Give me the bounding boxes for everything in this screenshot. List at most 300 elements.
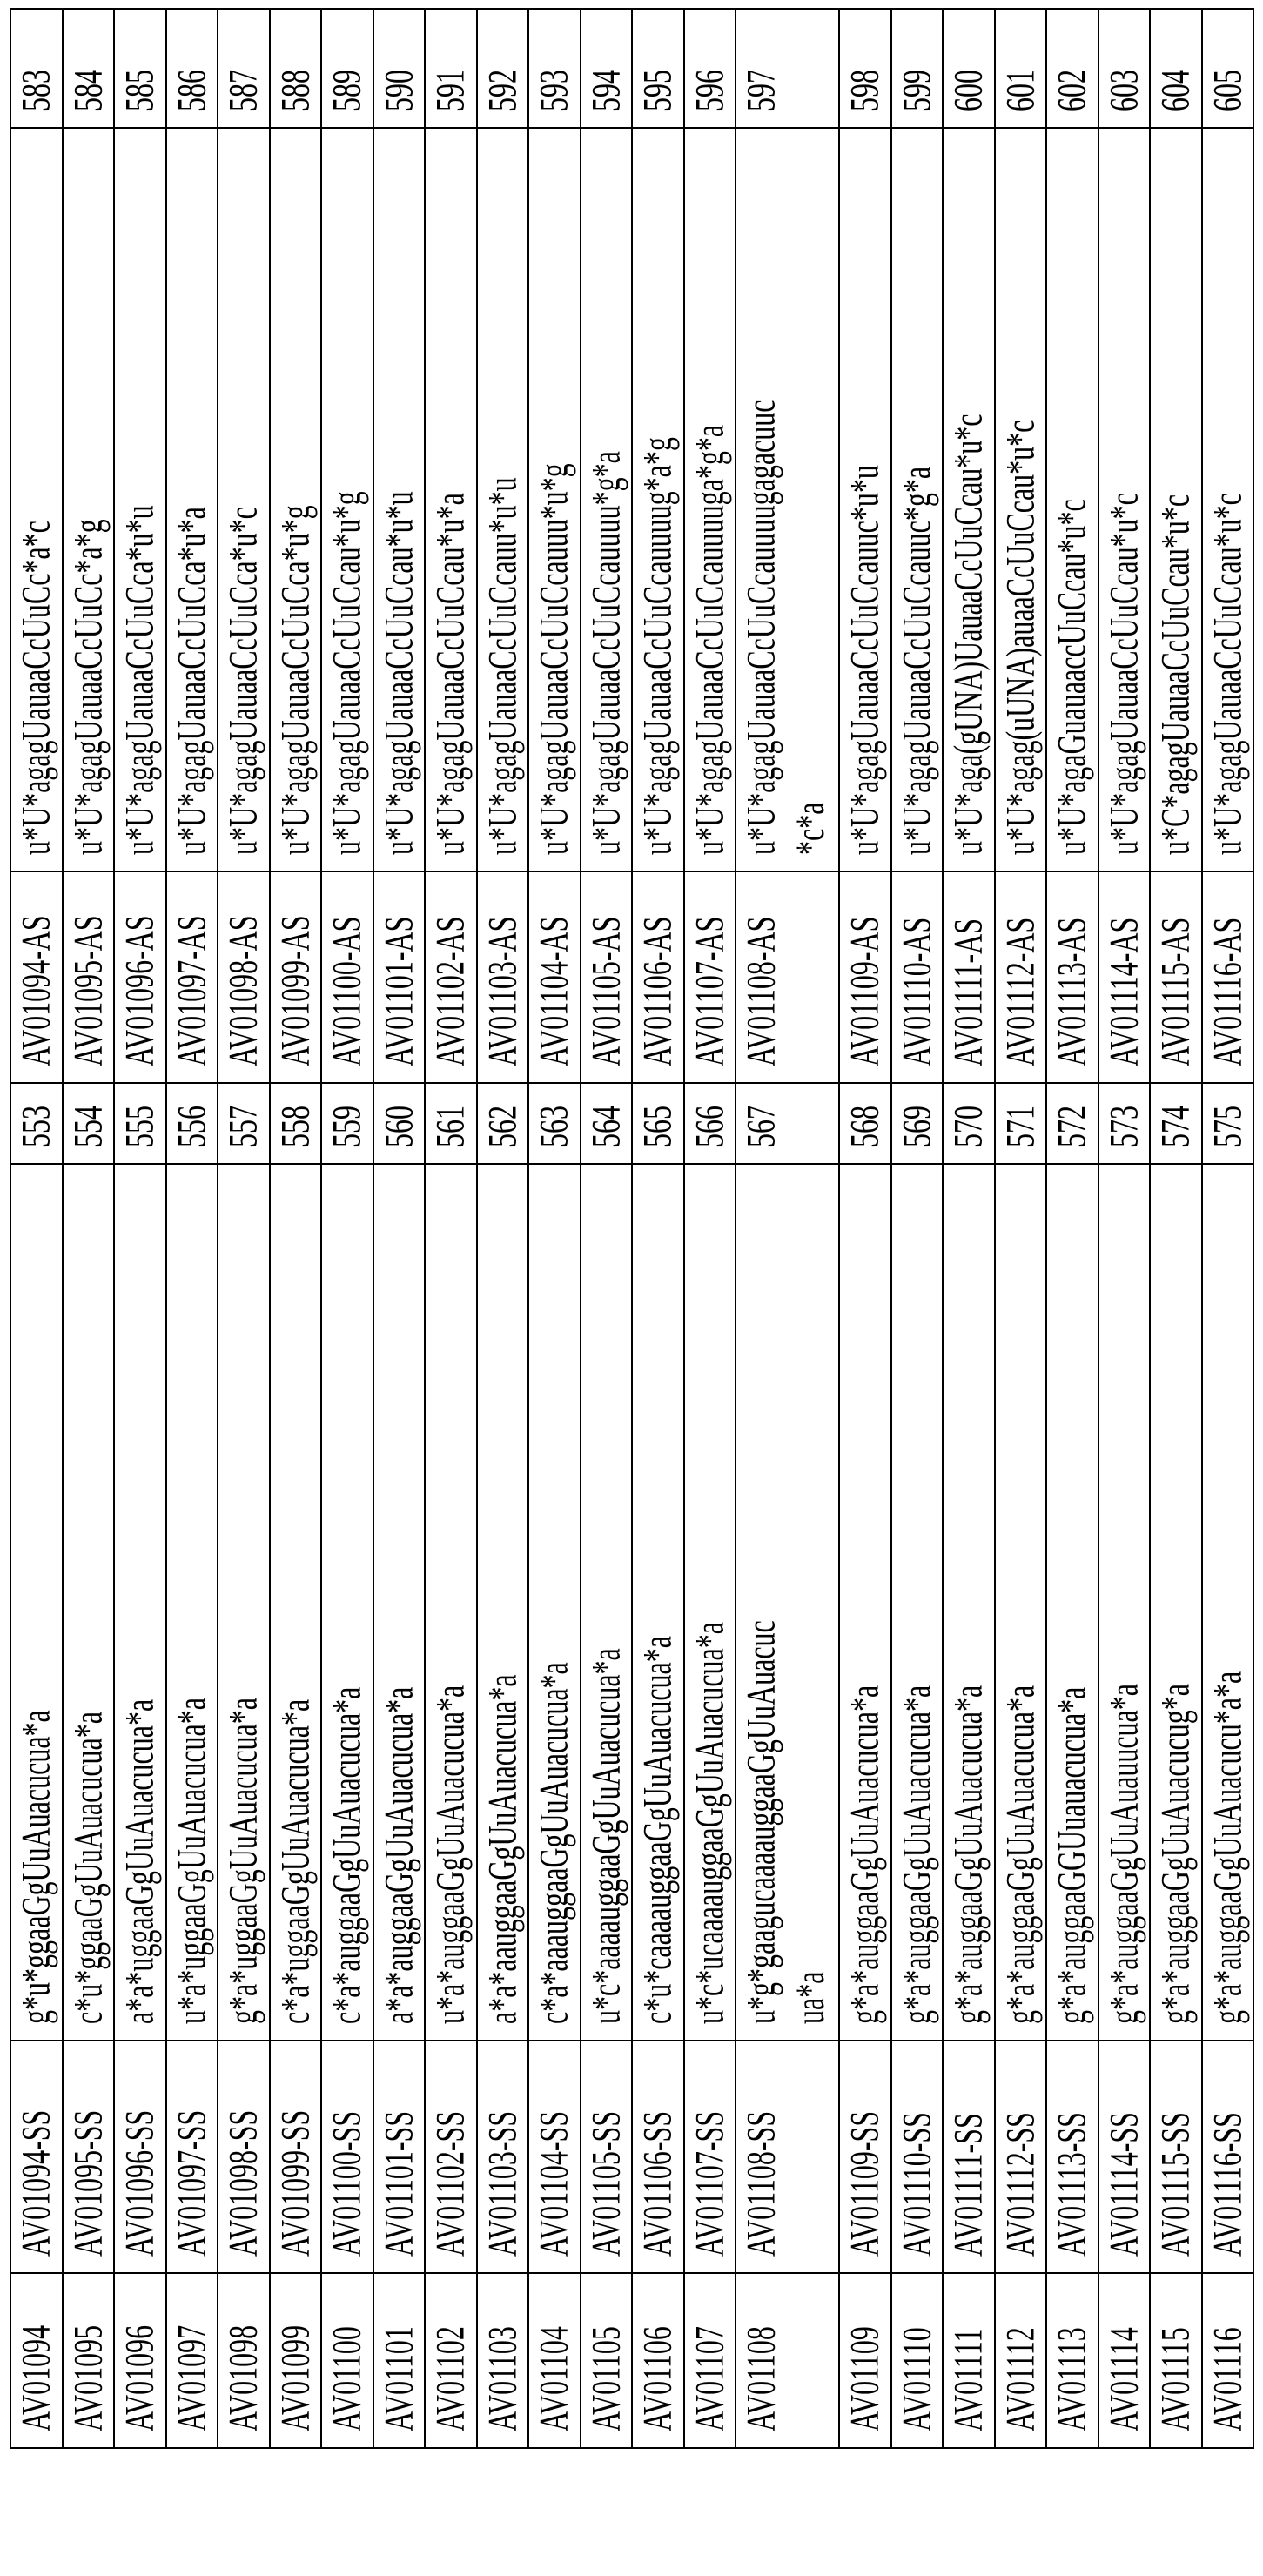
sense-seq-id-cell (218, 1083, 270, 1164)
sense-strand-name-text: AV01099-SS (271, 2041, 320, 2257)
sense-seq-id-cell (528, 1083, 581, 1164)
antisense-strand-name-cell (891, 871, 944, 1083)
duplex-id-text: AV01106 (633, 2274, 682, 2431)
sense-seq-id-text: 553 (11, 1084, 61, 1147)
antisense-strand-sequence-cell (1202, 128, 1254, 871)
duplex-id-cell (373, 2273, 426, 2448)
antisense-strand-name-cell (995, 871, 1047, 1083)
duplex-id-cell (632, 2273, 684, 2448)
sense-strand-name-text: AV01103-SS (478, 2041, 527, 2257)
duplex-id-text: AV01096 (115, 2274, 165, 2431)
antisense-seq-id-text: 601 (996, 10, 1045, 111)
sequence-line: u*U*aga(gUNA)UauaaCcUuCcau*u*c (944, 129, 993, 855)
duplex-id-cell (943, 2273, 995, 2448)
sense-strand-sequence-cell (114, 1164, 166, 2041)
table-row (684, 9, 736, 2448)
duplex-id-cell (321, 2273, 373, 2448)
antisense-seq-id-text: 596 (685, 10, 735, 111)
sense-seq-id-text: 572 (1047, 1084, 1097, 1147)
table-row (114, 9, 166, 2448)
sense-strand-name-cell (581, 2041, 633, 2273)
table-row (581, 9, 633, 2448)
antisense-seq-id-text: 587 (218, 10, 268, 111)
sense-strand-sequence-cell (995, 1164, 1047, 2041)
duplex-id-cell (477, 2273, 529, 2448)
sense-seq-id-text: 557 (218, 1084, 268, 1147)
table-row (477, 9, 529, 2448)
sequence-line: g*a*auggaaGgUuAuacucu*a*a (1203, 1165, 1253, 2024)
sense-seq-id-text: 559 (322, 1084, 372, 1147)
sequence-line: u*U*agagUauaaCcUuCcauuc*u*u (840, 129, 890, 855)
sequence-line: u*U*agagUauaaCcUuCcauuuu*g*a (581, 129, 631, 855)
sense-strand-name-text: AV01107-SS (685, 2041, 735, 2257)
sense-strand-name-cell (1150, 2041, 1202, 2273)
sense-seq-id-text: 575 (1203, 1084, 1253, 1147)
antisense-strand-name-text: AV01104-AS (529, 872, 579, 1066)
antisense-strand-sequence-cell (10, 128, 63, 871)
antisense-seq-id-cell (1150, 9, 1202, 128)
antisense-strand-name-text: AV01108-AS (736, 872, 786, 1066)
duplex-id-text: AV01095 (64, 2274, 113, 2431)
sense-strand-sequence-cell (839, 1164, 891, 2041)
sense-strand-name-text: AV01098-SS (218, 2041, 268, 2257)
sense-seq-id-cell (1098, 1083, 1151, 1164)
table-row (166, 9, 218, 2448)
duplex-id-cell (891, 2273, 944, 2448)
sense-strand-name-cell (943, 2041, 995, 2273)
duplex-id-cell (581, 2273, 633, 2448)
sense-strand-sequence-cell (270, 1164, 322, 2041)
duplex-id-text: AV01102 (426, 2274, 475, 2431)
antisense-strand-name-text: AV01098-AS (218, 872, 268, 1066)
antisense-strand-sequence-cell (477, 128, 529, 871)
sense-strand-name-text: AV01106-SS (633, 2041, 682, 2257)
sense-strand-name-cell (632, 2041, 684, 2273)
sense-seq-id-text: 568 (840, 1084, 890, 1147)
antisense-strand-sequence-cell (632, 128, 684, 871)
sense-seq-id-cell (166, 1083, 218, 1164)
sense-strand-sequence-cell (684, 1164, 736, 2041)
antisense-strand-name-text: AV01113-AS (1047, 872, 1097, 1066)
antisense-strand-name-text: AV01115-AS (1151, 872, 1200, 1066)
sense-strand-sequence-cell (321, 1164, 373, 2041)
table-row (995, 9, 1047, 2448)
sense-seq-id-cell (736, 1083, 839, 1164)
sense-strand-sequence-cell (632, 1164, 684, 2041)
sense-seq-id-cell (891, 1083, 944, 1164)
sense-strand-sequence-cell (63, 1164, 115, 2041)
sequence-line: u*U*agagUauaaCcUuCcauuu*u*g (529, 129, 579, 855)
antisense-seq-id-text: 602 (1047, 10, 1097, 111)
duplex-sequence-table (10, 8, 1254, 2449)
sense-seq-id-cell (839, 1083, 891, 1164)
antisense-strand-name-cell (477, 871, 529, 1083)
table-row (943, 9, 995, 2448)
sense-strand-name-text: AV01095-SS (64, 2041, 113, 2257)
antisense-seq-id-text: 583 (11, 10, 61, 111)
sequence-line: u*U*agagUauaaCcUuCcauuuugagacuuc (736, 129, 786, 855)
antisense-strand-sequence-cell (736, 128, 839, 871)
duplex-id-cell (270, 2273, 322, 2448)
sequence-line: u*U*agagUauaaCcUuCcauuuuga*g*a (685, 129, 735, 855)
antisense-strand-name-cell (839, 871, 891, 1083)
sequence-line: u*U*agagUauaaCcUuCcauuc*g*a (892, 129, 942, 855)
duplex-id-text: AV01109 (840, 2274, 890, 2431)
sense-strand-name-cell (1098, 2041, 1151, 2273)
sense-strand-sequence-cell (1202, 1164, 1254, 2041)
sense-seq-id-cell (63, 1083, 115, 1164)
sequence-line: u*U*agagUauaaCcUuCcau*u*c (1099, 129, 1149, 855)
antisense-strand-name-text: AV01112-AS (996, 872, 1045, 1066)
antisense-seq-id-text: 598 (840, 10, 890, 111)
sense-strand-name-cell (218, 2041, 270, 2273)
antisense-seq-id-cell (477, 9, 529, 128)
duplex-id-cell (995, 2273, 1047, 2448)
sense-seq-id-text: 569 (892, 1084, 942, 1147)
sense-strand-sequence-cell (10, 1164, 63, 2041)
sequence-line: a*a*aauggaaGgUuAuacucua*a (478, 1165, 527, 2024)
sense-strand-sequence-cell (166, 1164, 218, 2041)
antisense-seq-id-text: 603 (1099, 10, 1149, 111)
antisense-seq-id-cell (63, 9, 115, 128)
duplex-id-text: AV01115 (1151, 2274, 1200, 2431)
antisense-strand-name-text: AV01110-AS (892, 872, 942, 1066)
antisense-strand-name-cell (581, 871, 633, 1083)
antisense-strand-sequence-cell (373, 128, 426, 871)
sense-seq-id-text: 571 (996, 1084, 1045, 1147)
sequence-line: g*a*auggaaGgUuAuacucua*a (944, 1165, 993, 2024)
antisense-seq-id-text: 593 (529, 10, 579, 111)
sense-strand-sequence-cell (477, 1164, 529, 2041)
antisense-strand-name-text: AV01095-AS (64, 872, 113, 1066)
antisense-strand-name-text: AV01099-AS (271, 872, 320, 1066)
antisense-strand-name-text: AV01096-AS (115, 872, 165, 1066)
antisense-strand-sequence-cell (995, 128, 1047, 871)
sense-seq-id-cell (632, 1083, 684, 1164)
antisense-seq-id-cell (166, 9, 218, 128)
antisense-strand-name-cell (943, 871, 995, 1083)
duplex-id-cell (114, 2273, 166, 2448)
sequence-line: g*a*auggaaGgUuAuacucua*a (996, 1165, 1045, 2024)
sense-seq-id-text: 567 (736, 1084, 786, 1147)
antisense-seq-id-cell (839, 9, 891, 128)
table-row (425, 9, 477, 2448)
antisense-seq-id-cell (632, 9, 684, 128)
sequence-line: u*U*agaGuauaaccUuCcau*u*c (1047, 129, 1097, 855)
sense-strand-name-text: AV01113-SS (1047, 2041, 1097, 2257)
sense-strand-name-cell (684, 2041, 736, 2273)
antisense-seq-id-cell (943, 9, 995, 128)
antisense-strand-name-cell (1046, 871, 1098, 1083)
duplex-id-cell (1150, 2273, 1202, 2448)
sense-seq-id-cell (114, 1083, 166, 1164)
table-row (218, 9, 270, 2448)
duplex-id-cell (684, 2273, 736, 2448)
antisense-strand-sequence-cell (114, 128, 166, 871)
antisense-strand-name-cell (425, 871, 477, 1083)
antisense-seq-id-cell (321, 9, 373, 128)
antisense-strand-name-cell (10, 871, 63, 1083)
sense-strand-name-text: AV01114-SS (1099, 2041, 1149, 2257)
sequence-line: u*U*agagUauaaCcUuCca*u*c (218, 129, 268, 855)
table-row (528, 9, 581, 2448)
rotated-table-page (10, 10, 1254, 2449)
sequence-line: g*u*ggaaGgUuAuacucua*a (11, 1165, 61, 2024)
sense-strand-name-text: AV01116-SS (1203, 2041, 1253, 2257)
duplex-id-cell (1202, 2273, 1254, 2448)
duplex-id-text: AV01094 (11, 2274, 61, 2431)
antisense-strand-name-cell (632, 871, 684, 1083)
antisense-strand-name-text: AV01114-AS (1099, 872, 1149, 1066)
antisense-seq-id-cell (995, 9, 1047, 128)
antisense-seq-id-text: 599 (892, 10, 942, 111)
sense-seq-id-text: 558 (271, 1084, 320, 1147)
sense-strand-name-cell (321, 2041, 373, 2273)
antisense-strand-name-cell (1202, 871, 1254, 1083)
antisense-strand-sequence-cell (1098, 128, 1151, 871)
sequence-line: u*U*agagUauaaCcUuCcauuuug*a*g (633, 129, 682, 855)
antisense-seq-id-cell (581, 9, 633, 128)
antisense-strand-name-text: AV01107-AS (685, 872, 735, 1066)
duplex-id-cell (425, 2273, 477, 2448)
sense-seq-id-text: 570 (944, 1084, 993, 1147)
antisense-seq-id-text: 592 (478, 10, 527, 111)
sequence-line: g*a*auggaaGGUuauacucua*a (1047, 1165, 1097, 2024)
sequence-line: *c*a (786, 129, 836, 855)
sense-seq-id-cell (1046, 1083, 1098, 1164)
duplex-id-cell (1098, 2273, 1151, 2448)
sequence-line: u*a*uggaaGgUuAuacucua*a (167, 1165, 217, 2024)
sense-strand-sequence-cell (736, 1164, 839, 2041)
table-row (63, 9, 115, 2448)
sequence-line: u*c*ucaaaauggaaGgUuAuacucua*a (685, 1165, 735, 2024)
sequence-line: c*a*uggaaGgUuAuacucua*a (271, 1165, 320, 2024)
duplex-id-cell (63, 2273, 115, 2448)
sense-strand-sequence-cell (1098, 1164, 1151, 2041)
duplex-id-text: AV01114 (1099, 2274, 1149, 2431)
antisense-seq-id-cell (1098, 9, 1151, 128)
sequence-line: g*a*auggaaGgUuAuacucua*a (892, 1165, 942, 2024)
antisense-strand-sequence-cell (1150, 128, 1202, 871)
sequence-line: c*u*ggaaGgUuAuacucua*a (64, 1165, 113, 2024)
antisense-seq-id-cell (528, 9, 581, 128)
antisense-seq-id-cell (10, 9, 63, 128)
antisense-strand-name-cell (528, 871, 581, 1083)
sense-strand-name-cell (10, 2041, 63, 2273)
sense-strand-sequence-cell (581, 1164, 633, 2041)
sense-strand-sequence-cell (1150, 1164, 1202, 2041)
antisense-strand-name-cell (1098, 871, 1151, 1083)
sense-strand-name-text: AV01102-SS (426, 2041, 475, 2257)
antisense-strand-sequence-cell (1046, 128, 1098, 871)
antisense-strand-name-cell (684, 871, 736, 1083)
antisense-strand-name-text: AV01094-AS (11, 872, 61, 1066)
sense-seq-id-cell (373, 1083, 426, 1164)
sense-strand-name-cell (736, 2041, 839, 2273)
antisense-strand-name-text: AV01102-AS (426, 872, 475, 1066)
duplex-id-cell (528, 2273, 581, 2448)
duplex-id-text: AV01116 (1203, 2274, 1253, 2431)
duplex-id-text: AV01104 (529, 2274, 579, 2431)
antisense-strand-name-text: AV01101-AS (374, 872, 424, 1066)
antisense-seq-id-text: 605 (1203, 10, 1253, 111)
sequence-line: u*U*agagUauaaCcUuCca*u*a (167, 129, 217, 855)
antisense-strand-name-cell (270, 871, 322, 1083)
sense-seq-id-cell (10, 1083, 63, 1164)
antisense-seq-id-cell (736, 9, 839, 128)
antisense-strand-name-text: AV01116-AS (1203, 872, 1253, 1066)
antisense-seq-id-text: 586 (167, 10, 217, 111)
antisense-strand-name-text: AV01105-AS (581, 872, 631, 1066)
sense-seq-id-cell (425, 1083, 477, 1164)
duplex-id-cell (1046, 2273, 1098, 2448)
sense-strand-name-text: AV01097-SS (167, 2041, 217, 2257)
sense-strand-name-cell (114, 2041, 166, 2273)
antisense-seq-id-cell (891, 9, 944, 128)
antisense-seq-id-text: 589 (322, 10, 372, 111)
sense-strand-sequence-cell (528, 1164, 581, 2041)
sense-seq-id-text: 574 (1151, 1084, 1200, 1147)
table-row (373, 9, 426, 2448)
sense-strand-name-text: AV01105-SS (581, 2041, 631, 2257)
duplex-id-cell (10, 2273, 63, 2448)
sequence-line: a*a*uggaaGgUuAuacucua*a (115, 1165, 165, 2024)
sense-strand-name-cell (477, 2041, 529, 2273)
sense-seq-id-cell (1202, 1083, 1254, 1164)
antisense-seq-id-text: 594 (581, 10, 631, 111)
sequence-line: u*U*agagUauaaCcUuCcauu*u*u (478, 129, 527, 855)
sequence-line: c*u*caaaauggaaGgUuAuacucua*a (633, 1165, 682, 2024)
antisense-strand-sequence-cell (528, 128, 581, 871)
sequence-line: g*a*auggaaGgUuAuacucua*a (840, 1165, 890, 2024)
antisense-seq-id-text: 595 (633, 10, 682, 111)
sense-strand-sequence-cell (891, 1164, 944, 2041)
antisense-strand-sequence-cell (425, 128, 477, 871)
table-row (1150, 9, 1202, 2448)
sequence-line: u*U*agagUauaaCcUuCcau*u*c (1203, 129, 1253, 855)
antisense-strand-sequence-cell (321, 128, 373, 871)
antisense-strand-sequence-cell (581, 128, 633, 871)
duplex-id-text: AV01108 (736, 2274, 786, 2431)
antisense-strand-sequence-cell (684, 128, 736, 871)
duplex-id-text: AV01100 (322, 2274, 372, 2431)
sense-strand-sequence-cell (425, 1164, 477, 2041)
sense-strand-name-text: AV01096-SS (115, 2041, 165, 2257)
sequence-line: u*U*agagUauaaCcUuCcau*u*a (426, 129, 475, 855)
sense-seq-id-text: 573 (1099, 1084, 1149, 1147)
sense-seq-id-text: 562 (478, 1084, 527, 1147)
antisense-strand-sequence-cell (891, 128, 944, 871)
sequence-line: u*U*agag(uUNA)auaaCcUuCcau*u*c (996, 129, 1045, 855)
table-row (736, 9, 839, 2448)
sense-strand-name-cell (63, 2041, 115, 2273)
sense-seq-id-cell (995, 1083, 1047, 1164)
antisense-seq-id-text: 591 (426, 10, 475, 111)
duplex-id-text: AV01101 (374, 2274, 424, 2431)
sequence-line: u*U*agagUauaaCcUuCc*a*c (11, 129, 61, 855)
duplex-id-text: AV01112 (996, 2274, 1045, 2431)
antisense-seq-id-text: 588 (271, 10, 320, 111)
duplex-id-text: AV01111 (944, 2274, 993, 2431)
sense-strand-name-text: AV01094-SS (11, 2041, 61, 2257)
duplex-id-text: AV01099 (271, 2274, 320, 2431)
sense-seq-id-text: 560 (374, 1084, 424, 1147)
sense-seq-id-text: 555 (115, 1084, 165, 1147)
duplex-id-text: AV01110 (892, 2274, 942, 2431)
antisense-strand-name-text: AV01109-AS (840, 872, 890, 1066)
antisense-seq-id-text: 597 (736, 10, 786, 111)
sense-seq-id-text: 556 (167, 1084, 217, 1147)
duplex-id-cell (218, 2273, 270, 2448)
sequence-line: u*a*auggaaGgUuAuacucua*a (426, 1165, 475, 2024)
antisense-strand-name-text: AV01103-AS (478, 872, 527, 1066)
antisense-strand-sequence-cell (166, 128, 218, 871)
duplex-id-cell (166, 2273, 218, 2448)
table-row (270, 9, 322, 2448)
duplex-id-cell (736, 2273, 839, 2448)
antisense-strand-name-cell (63, 871, 115, 1083)
antisense-seq-id-text: 590 (374, 10, 424, 111)
sense-strand-sequence-cell (943, 1164, 995, 2041)
sequence-line: u*C*agagUauaaCcUuCcau*u*c (1151, 129, 1200, 855)
sense-strand-name-text: AV01109-SS (840, 2041, 890, 2257)
sense-strand-name-text: AV01112-SS (996, 2041, 1045, 2257)
sequence-line: u*U*agagUauaaCcUuCca*u*u (115, 129, 165, 855)
sequence-line: g*a*auggaaGgUuAuauucua*a (1099, 1165, 1149, 2024)
antisense-seq-id-cell (218, 9, 270, 128)
sense-strand-name-text: AV01108-SS (736, 2041, 786, 2257)
antisense-seq-id-cell (1046, 9, 1098, 128)
sense-strand-name-text: AV01111-SS (944, 2041, 993, 2257)
sequence-line: c*a*auggaaGgUuAuacucua*a (322, 1165, 372, 2024)
antisense-seq-id-text: 604 (1151, 10, 1200, 111)
antisense-strand-sequence-cell (270, 128, 322, 871)
sense-strand-name-text: AV01100-SS (322, 2041, 372, 2257)
duplex-id-text: AV01097 (167, 2274, 217, 2431)
sequence-line: a*a*auggaaGgUuAuacucua*a (374, 1165, 424, 2024)
sense-seq-id-cell (270, 1083, 322, 1164)
antisense-seq-id-cell (684, 9, 736, 128)
sense-strand-sequence-cell (373, 1164, 426, 2041)
sense-strand-name-text: AV01110-SS (892, 2041, 942, 2257)
sense-seq-id-text: 566 (685, 1084, 735, 1147)
sequence-line: u*g*gaagucaaaauggaaGgUuAuacuc (736, 1165, 786, 2024)
duplex-id-text: AV01105 (581, 2274, 631, 2431)
antisense-strand-name-text: AV01100-AS (322, 872, 372, 1066)
antisense-seq-id-cell (425, 9, 477, 128)
sense-seq-id-cell (943, 1083, 995, 1164)
sense-seq-id-cell (684, 1083, 736, 1164)
sense-seq-id-text: 564 (581, 1084, 631, 1147)
sense-strand-name-cell (425, 2041, 477, 2273)
antisense-seq-id-text: 585 (115, 10, 165, 111)
sense-strand-name-cell (1202, 2041, 1254, 2273)
antisense-strand-name-cell (736, 871, 839, 1083)
sense-strand-sequence-cell (218, 1164, 270, 2041)
sense-seq-id-text: 554 (64, 1084, 113, 1147)
antisense-strand-sequence-cell (63, 128, 115, 871)
sequence-line: u*U*agagUauaaCcUuCc*a*g (64, 129, 113, 855)
duplex-id-text: AV01107 (685, 2274, 735, 2431)
sequence-line: g*a*uggaaGgUuAuacucua*a (218, 1165, 268, 2024)
antisense-strand-name-text: AV01111-AS (944, 872, 993, 1066)
sequence-line: u*U*agagUauaaCcUuCcau*u*g (322, 129, 372, 855)
sense-strand-name-text: AV01104-SS (529, 2041, 579, 2257)
sequence-line: c*a*aaauggaaGgUuAuacucua*a (529, 1165, 579, 2024)
antisense-seq-id-cell (114, 9, 166, 128)
table-row (891, 9, 944, 2448)
sense-strand-name-cell (839, 2041, 891, 2273)
